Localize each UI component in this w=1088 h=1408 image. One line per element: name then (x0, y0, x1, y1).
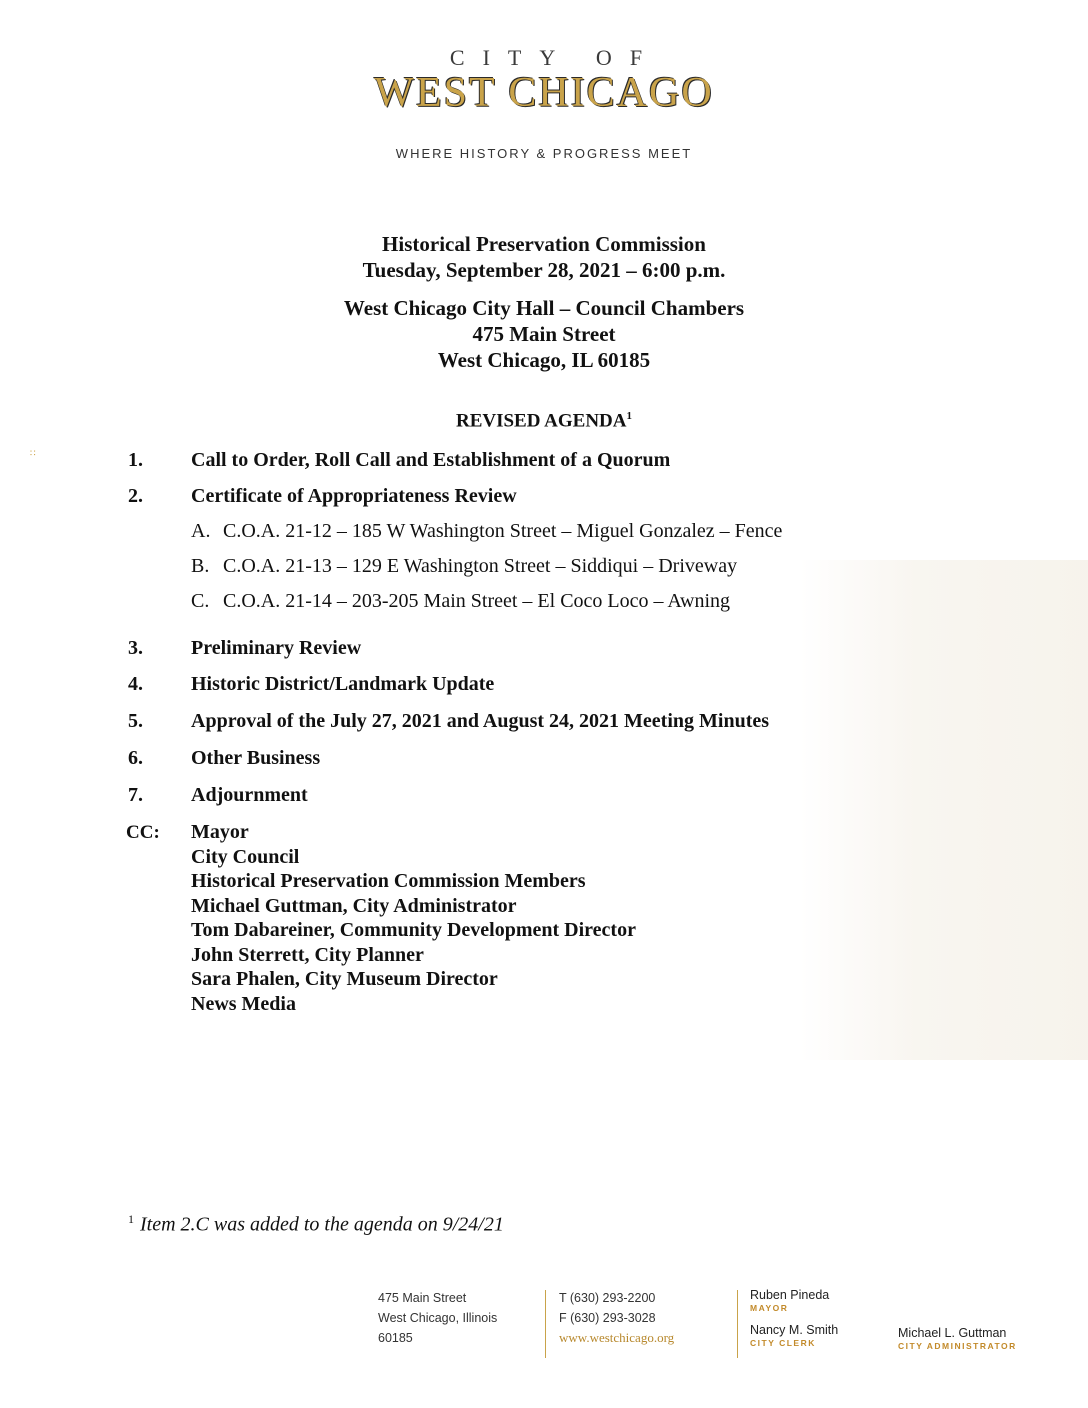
agenda-title (0, 410, 1088, 432)
logo-main-text: WEST CHICAGO (374, 70, 714, 116)
agenda-item-label: Certificate of Appropriateness Review (191, 485, 517, 507)
footer-website-link[interactable]: www.westchicago.org (559, 1330, 675, 1345)
cc-recipient: Michael Guttman, City Administrator (191, 894, 517, 917)
cc-recipient: City Council (191, 845, 300, 868)
agenda-item-number: 4. (128, 673, 143, 695)
agenda-item-number: 5. (128, 710, 143, 732)
agenda-item-label: Preliminary Review (191, 637, 362, 659)
location-city: West Chicago, IL 60185 (437, 348, 651, 372)
footer-divider (737, 1290, 738, 1358)
cc-recipient-list (191, 820, 636, 1016)
agenda-title-footnote-mark: 1 (626, 410, 632, 422)
agenda-item-number: 6. (128, 747, 143, 769)
footer-officials (750, 1288, 838, 1348)
footer-address-line: West Chicago, Illinois (378, 1311, 498, 1325)
agenda-item-number: 2. (128, 485, 143, 507)
footer-fax: F (630) 293-3028 (559, 1311, 656, 1325)
meeting-location (0, 295, 1088, 373)
agenda-item-label: Approval of the July 27, 2021 and August 24, 2021 Meeting Minutes (191, 710, 770, 732)
agenda-item-number: 7. (128, 784, 143, 806)
admin-name: Michael L. Guttman (898, 1326, 1007, 1340)
agenda-item-label: Adjournment (191, 784, 308, 806)
clerk-title: CITY CLERK (750, 1338, 816, 1348)
agenda-item-label: Other Business (191, 747, 321, 769)
cc-recipient: Tom Dabareiner, Community Development Director (191, 919, 636, 941)
mayor-title: MAYOR (750, 1303, 789, 1313)
mayor-name: Ruben Pineda (750, 1288, 830, 1302)
cc-recipient: Sara Phalen, City Museum Director (191, 968, 498, 990)
agenda-item-number: 3. (128, 637, 143, 659)
cc-label: CC: (126, 822, 160, 843)
footnote-text: Item 2.C was added to the agenda on 9/24/21 (140, 1213, 504, 1236)
footer-administrator (898, 1326, 1017, 1351)
footnote (128, 1212, 504, 1237)
commission-name: Historical Preservation Commission (382, 232, 706, 256)
subitem-text: C.O.A. 21-14 – 203-205 Main Street – El Coco Loco – Awning (223, 590, 731, 612)
scan-mark-icon: ∷ (30, 449, 36, 459)
footer-address-line: 475 Main Street (378, 1291, 467, 1305)
agenda-item-label: Call to Order, Roll Call and Establishment of a Quorum (191, 449, 671, 471)
logo-top-text: CITY OF (449, 45, 661, 70)
meeting-datetime: Tuesday, September 28, 2021 – 6:00 p.m. (362, 258, 726, 282)
agenda-title-text: REVISED AGENDA (455, 410, 627, 432)
clerk-name: Nancy M. Smith (750, 1323, 839, 1337)
cc-recipient: Mayor (191, 821, 249, 843)
footer-address (378, 1288, 497, 1348)
footer-phone: T (630) 293-2200 (559, 1291, 656, 1305)
location-venue: West Chicago City Hall – Council Chambers (343, 296, 745, 320)
agenda-item-number: 1. (128, 449, 143, 471)
subitem-letter: C. (191, 590, 210, 612)
footnote-mark: 1 (128, 1212, 134, 1226)
cc-recipient: Historical Preservation Commission Members (191, 870, 586, 892)
logo-tagline: WHERE HISTORY & PROGRESS MEET (395, 146, 693, 161)
agenda-item-label: Historic District/Landmark Update (191, 673, 495, 695)
subitem-text: C.O.A. 21-12 – 185 W Washington Street – Miguel Gonzalez – Fence (223, 520, 783, 542)
subitem-letter: B. (191, 555, 210, 577)
footer-contact (559, 1288, 674, 1348)
scan-shading (800, 560, 1088, 1060)
cc-recipient: John Sterrett, City Planner (191, 943, 424, 966)
subitem-letter: A. (191, 520, 211, 542)
footer-address-line: 60185 (378, 1331, 413, 1345)
subitem-text: C.O.A. 21-13 – 129 E Washington Street – Siddiqui – Driveway (223, 555, 738, 577)
city-logo (0, 46, 1088, 161)
footer-divider (545, 1290, 546, 1358)
meeting-header (0, 231, 1088, 283)
admin-title: CITY ADMINISTRATOR (898, 1341, 1017, 1351)
location-street: 475 Main Street (472, 322, 616, 346)
cc-recipient: News Media (191, 992, 296, 1015)
